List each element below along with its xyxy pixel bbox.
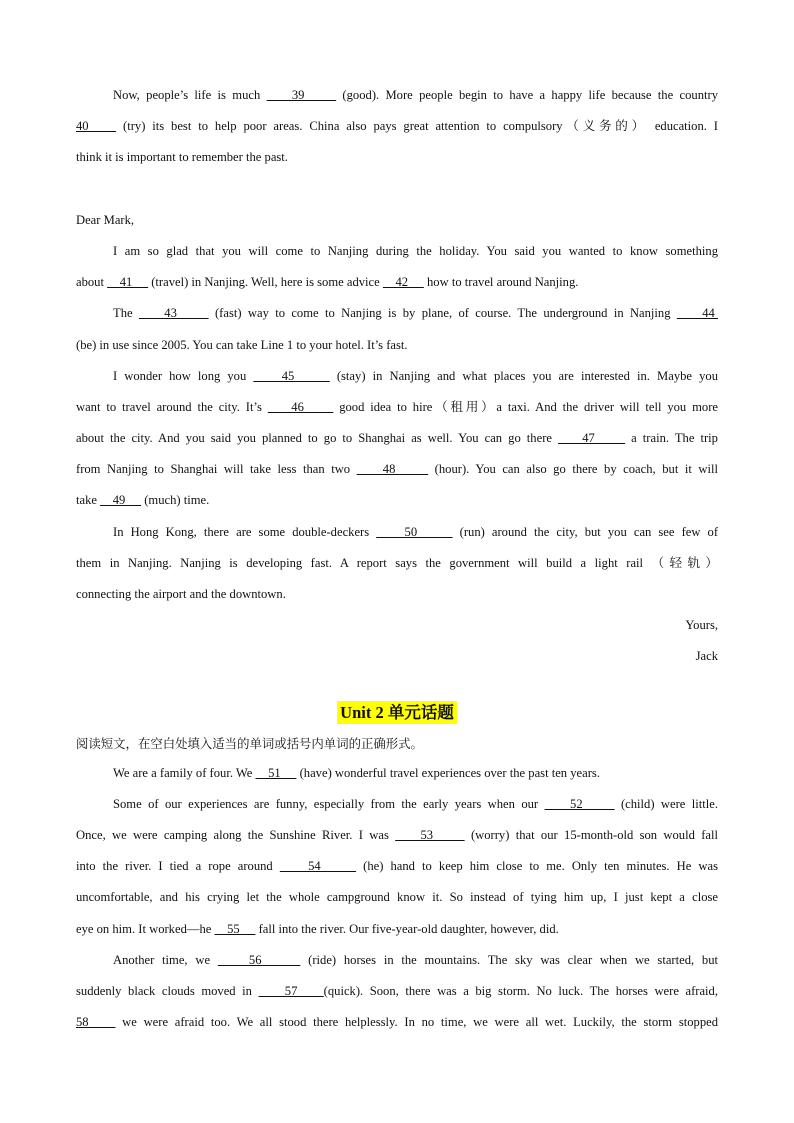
letter-signature: Jack bbox=[695, 649, 718, 664]
text-run: Another time, we bbox=[113, 952, 218, 967]
text-run: a train. The trip bbox=[625, 431, 718, 446]
answer-blank: 45 bbox=[253, 368, 330, 383]
text-run: we were afraid too. We all stood there helplessly. In no time, we were all wet. Luckily, the storm stopped bbox=[115, 1015, 718, 1030]
text-line bbox=[76, 882, 718, 913]
text-run: (be) in use since 2005. You can take Line 1 to your hotel. It’s fast. bbox=[76, 337, 408, 352]
text-run: fall into the river. Our five-year-old daughter, however, did. bbox=[255, 921, 559, 936]
text-run: (good). More people begin to have a happy life because the country bbox=[336, 88, 718, 102]
text-line bbox=[76, 330, 718, 361]
answer-blank: 39 bbox=[266, 88, 337, 102]
answer-blank: 46 bbox=[267, 399, 334, 414]
text-run: into the river. I tied a rope around bbox=[76, 859, 280, 874]
letter-closing: Yours, bbox=[685, 618, 718, 633]
unit2-passage bbox=[76, 758, 718, 1039]
text-line bbox=[76, 485, 718, 516]
letter-salutation: Dear Mark, bbox=[76, 212, 135, 227]
answer-blank: 50 bbox=[376, 524, 453, 539]
text-run: Once, we were camping along the Sunshine River. I was bbox=[76, 827, 396, 842]
text-run: I wonder how long you bbox=[113, 368, 254, 383]
letter-body bbox=[76, 236, 718, 610]
text-run: We are a family of four. We bbox=[113, 765, 256, 780]
answer-blank: 51 bbox=[255, 765, 297, 780]
text-run: (hour). You can also go there by coach, but it will bbox=[428, 462, 718, 477]
text-run: about bbox=[76, 275, 108, 290]
text-line bbox=[76, 298, 718, 329]
letter-section bbox=[76, 205, 718, 673]
answer-blank: 54 bbox=[279, 859, 357, 874]
text-run: (much) time. bbox=[141, 493, 210, 508]
text-run: (ride) horses in the mountains. The sky was clear when we started, but bbox=[300, 952, 718, 967]
text-run: (fast) way to come to Nanjing is by plane, of course. The underground in Nanjing bbox=[208, 306, 677, 321]
text-run: them in Nanjing. Nanjing is developing fast. A report says the government will build a light rail （轻轨） bbox=[76, 555, 718, 570]
text-run: suddenly black clouds moved in bbox=[76, 983, 259, 998]
text-run: (travel) in Nanjing. Well, here is some advice bbox=[148, 275, 383, 290]
text-run: eye on him. It worked—he bbox=[76, 921, 215, 936]
text-line bbox=[76, 820, 718, 851]
text-line bbox=[76, 80, 718, 111]
text-line bbox=[76, 1007, 718, 1038]
text-line bbox=[76, 914, 718, 945]
answer-blank: 52 bbox=[544, 796, 615, 811]
unit-heading-wrap bbox=[76, 696, 718, 730]
answer-blank: 41 bbox=[107, 275, 149, 290]
text-line bbox=[76, 517, 718, 548]
text-line bbox=[76, 851, 718, 882]
text-run: want to travel around the city. It’s bbox=[76, 399, 268, 414]
answer-blank: 40 bbox=[76, 119, 117, 134]
text-run: The bbox=[113, 306, 139, 321]
text-line bbox=[76, 789, 718, 820]
text-line bbox=[76, 579, 718, 610]
text-run: about the city. And you said you planned to go to Shanghai as well. You can go there bbox=[76, 431, 559, 446]
text-run: I am so glad that you will come to Nanjing during the holiday. You said you wanted to know something bbox=[113, 243, 718, 258]
text-run: (try) its best to help poor areas. China also pays great attention to compulsory（义务的） education. I bbox=[116, 119, 718, 134]
answer-blank: 57 bbox=[258, 983, 324, 998]
paragraph-gap bbox=[76, 174, 718, 205]
text-line bbox=[76, 423, 718, 454]
text-line bbox=[76, 548, 718, 579]
answer-blank: 53 bbox=[395, 827, 465, 842]
text-line bbox=[76, 142, 718, 173]
text-run: (run) around the city, but you can see few of bbox=[452, 524, 718, 539]
text-line bbox=[76, 454, 718, 485]
text-run: (quick). Soon, there was a big storm. No luck. The horses were afraid, bbox=[323, 983, 718, 998]
text-line bbox=[76, 267, 718, 298]
text-line bbox=[76, 758, 718, 789]
text-line bbox=[76, 945, 718, 976]
text-line bbox=[76, 392, 718, 423]
document-page bbox=[76, 80, 718, 1038]
answer-blank: 56 bbox=[217, 952, 301, 967]
text-line bbox=[76, 236, 718, 267]
text-run: In Hong Kong, there are some double-deckers bbox=[113, 524, 377, 539]
text-line bbox=[76, 976, 718, 1007]
answer-blank: 55 bbox=[214, 921, 256, 936]
text-line bbox=[76, 361, 718, 392]
unit-heading: Unit 2 单元话题 bbox=[337, 701, 457, 724]
text-run: (child) were little. bbox=[614, 796, 718, 811]
text-run: (worry) that our 15-month-old son would fall bbox=[464, 827, 718, 842]
answer-blank: 48 bbox=[356, 462, 429, 477]
text-run: take bbox=[76, 493, 101, 508]
text-run: think it is important to remember the past. bbox=[76, 150, 288, 165]
answer-blank: 44 bbox=[676, 306, 718, 321]
answer-blank: 43 bbox=[138, 306, 209, 321]
text-run: from Nanjing to Shanghai will take less than two bbox=[76, 462, 357, 477]
text-run: good idea to hire（租用）a taxi. And the driver will tell you more bbox=[333, 399, 718, 414]
text-run: Now, people’s life is much bbox=[113, 88, 267, 102]
text-run: connecting the airport and the downtown. bbox=[76, 587, 286, 601]
answer-blank: 49 bbox=[100, 493, 142, 508]
text-run: how to travel around Nanjing. bbox=[423, 275, 579, 290]
answer-blank: 47 bbox=[558, 431, 626, 446]
answer-blank: 42 bbox=[382, 275, 424, 290]
text-run: (stay) in Nanjing and what places you are interested in. Maybe you bbox=[329, 368, 718, 383]
text-run: (he) hand to keep him close to me. Only ten minutes. He was bbox=[356, 859, 718, 874]
text-run: uncomfortable, and his crying let the whole campground know it. So instead of tying him up, I just kept a close bbox=[76, 890, 718, 905]
answer-blank: 58 bbox=[76, 1015, 116, 1030]
text-run: (have) wonderful travel experiences over the past ten years. bbox=[296, 765, 600, 780]
text-run: Some of our experiences are funny, especially from the early years when our bbox=[113, 796, 545, 811]
exercise-instruction: 阅读短文，在空白处填入适当的单词或括号内单词的正确形式。 bbox=[76, 735, 423, 751]
text-line bbox=[76, 111, 718, 142]
passage-section-1 bbox=[76, 80, 718, 174]
